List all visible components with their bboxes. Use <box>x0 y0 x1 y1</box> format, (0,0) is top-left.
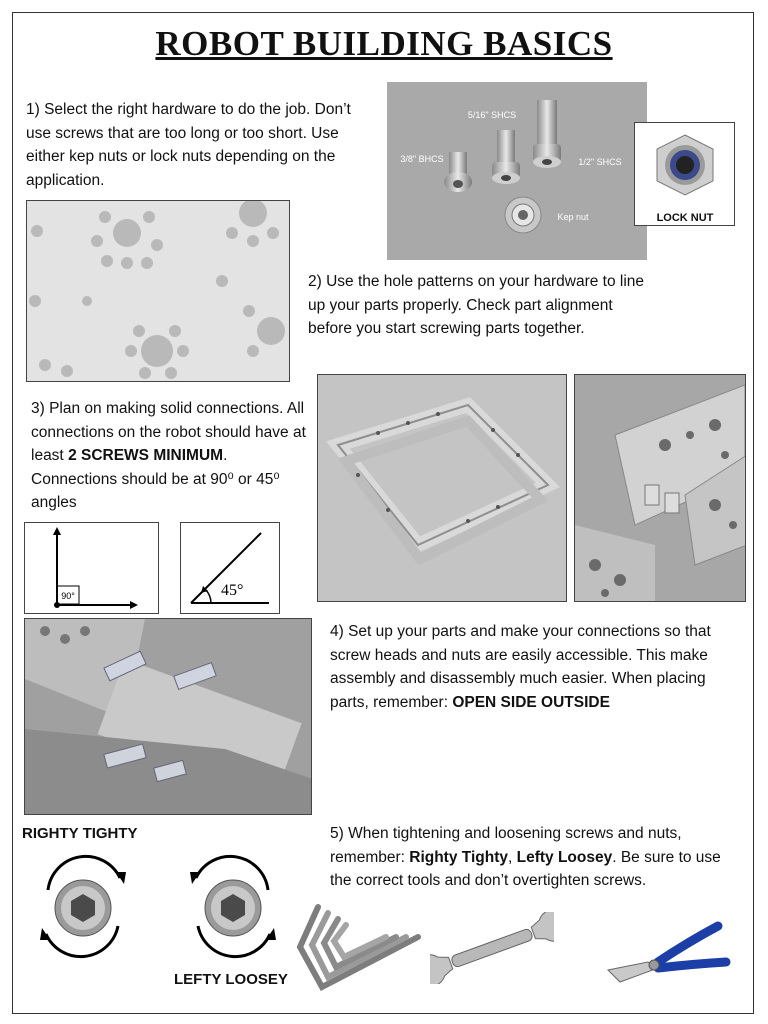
righty-screw-illustration <box>36 850 130 960</box>
angle-45-label: 45° <box>221 582 244 599</box>
step3-text <box>31 397 309 515</box>
step5-bold2: Lefty Loosey <box>516 848 613 866</box>
step5-bold1: Righty Tighty <box>409 848 508 866</box>
angle-45-diagram <box>180 522 280 614</box>
righty-tighty-label: RIGHTY TIGHTY <box>22 825 138 842</box>
label-bhcs: 3/8" BHCS <box>400 154 444 164</box>
step5-text-b: . Be sure to use the correct tools and don’t overtighten screws. <box>330 848 721 889</box>
page-title: ROBOT BUILDING BASICS <box>155 24 613 63</box>
step4-bold: OPEN SIDE OUTSIDE <box>452 693 610 711</box>
step3-bold: 2 SCREWS MINIMUM <box>68 447 224 464</box>
square-frame-photo <box>317 374 567 602</box>
lefty-screw-illustration <box>186 850 280 960</box>
step4-text <box>330 620 740 714</box>
step5-text <box>330 822 740 893</box>
hardware-photo <box>387 82 647 260</box>
label-shcs-516: 5/16" SHCS <box>467 110 517 120</box>
angle-90-label: 90° <box>61 591 75 601</box>
wrench-illustration <box>430 912 554 984</box>
bracket-closeup-photo <box>574 374 746 602</box>
step3-text-b: . Connections should be at 90⁰ or 45⁰ angles <box>31 447 280 511</box>
hole-pattern-photo <box>26 200 290 382</box>
step5-sep: , <box>508 848 517 866</box>
allen-keys-illustration <box>288 897 422 997</box>
label-shcs-12: 1/2" SHCS <box>578 157 622 167</box>
lefty-loosey-label: LEFTY LOOSEY <box>174 971 288 988</box>
lock-nut-photo <box>634 122 735 226</box>
pliers-illustration <box>598 912 734 992</box>
step1-text: 1) Select the right hardware to do the job. Don’t use screws that are too long or too short. Use either kep nuts or lock nuts depending on the application. <box>26 101 351 189</box>
label-kep-nut: Kep nut <box>557 212 589 222</box>
step3-text-a: 3) Plan on making solid connections. All connections on the robot should have at least <box>31 400 306 464</box>
step5-text-a: 5) When tightening and loosening screws and nuts, remember: <box>330 825 682 866</box>
lock-nut-label: LOCK NUT <box>656 212 714 224</box>
connection-photo <box>24 618 312 815</box>
angle-90-diagram <box>24 522 159 614</box>
step4-text-a: 4) Set up your parts and make your connections so that screw heads and nuts are easily accessible. This make assembly and disassembly much easier. When placing parts, remember: <box>330 623 711 711</box>
step2-text: 2) Use the hole patterns on your hardware to line up your parts properly. Check part alignment before you start screwing parts together. <box>308 273 645 337</box>
